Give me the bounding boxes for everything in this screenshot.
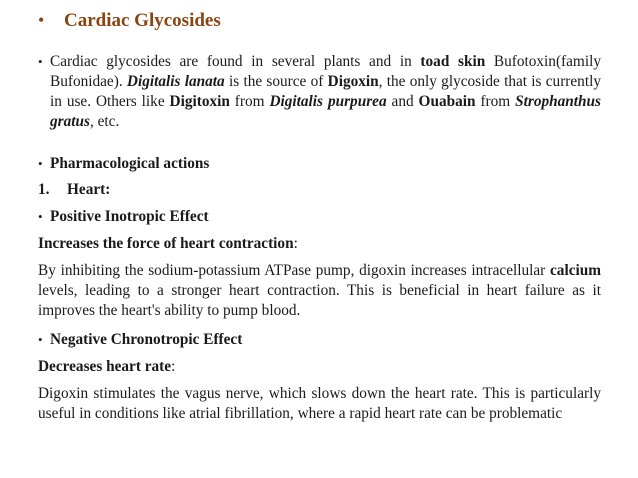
pharm-actions-item: [38, 154, 209, 174]
title-text: Cardiac Glycosides: [64, 10, 221, 31]
calcium: calcium: [550, 262, 601, 279]
heart-number: 1.: [38, 181, 50, 198]
chronotropic-item: [38, 330, 242, 350]
chronotropic-bullet: •: [38, 332, 43, 347]
digoxin: Digoxin: [327, 73, 379, 90]
inotropic-subheading: Increases the force of heart contraction:: [38, 235, 298, 252]
pharm-bullet: •: [38, 156, 43, 171]
inotropic-item: [38, 207, 209, 227]
title-bullet: •: [38, 10, 45, 30]
heart-heading: [38, 180, 110, 200]
inotropic-bullet: •: [38, 209, 43, 224]
heart-label: Heart:: [67, 181, 111, 198]
slide-title: [38, 10, 221, 32]
inotropic-heading: Positive Inotropic Effect: [50, 208, 209, 225]
strophanthus-gratus: Strophanthus gratus: [50, 93, 601, 130]
digitalis-lanata: Digitalis lanata: [126, 73, 225, 90]
chronotropic-paragraph: Digoxin stimulates the vagus nerve, which slows down the heart rate. This is particularly useful in conditions like atrial fibrillation, where a rapid heart rate can be problematic: [38, 385, 601, 422]
digitalis-purpurea: Digitalis purpurea: [269, 93, 387, 110]
chronotropic-subheading: Decreases heart rate:: [38, 358, 176, 375]
intro-paragraph: Cardiac glycosides are found in several plants and in toad skin Bufotoxin(family Bufonidae). Digitalis lanata is the source of Digoxin, the only glycoside that is currently in use. Others like Digitoxin from Digitalis purpurea and Ouabain from Strophanthus gratus, etc.: [50, 53, 601, 130]
ouabain: Ouabain: [418, 93, 476, 110]
pharm-actions-heading: Pharmacological actions: [50, 155, 210, 172]
intro-bullet-item: [38, 52, 601, 132]
toad-skin: toad skin: [420, 53, 486, 70]
chronotropic-heading: Negative Chronotropic Effect: [50, 331, 243, 348]
intro-bullet: •: [38, 54, 43, 69]
digitoxin: Digitoxin: [169, 93, 230, 110]
inotropic-paragraph: By inhibiting the sodium-potassium ATPase pump, digoxin increases intracellular calcium levels, leading to a stronger heart contraction. This is beneficial in heart failure as it improves the heart's ability to pump blood.: [38, 262, 601, 319]
